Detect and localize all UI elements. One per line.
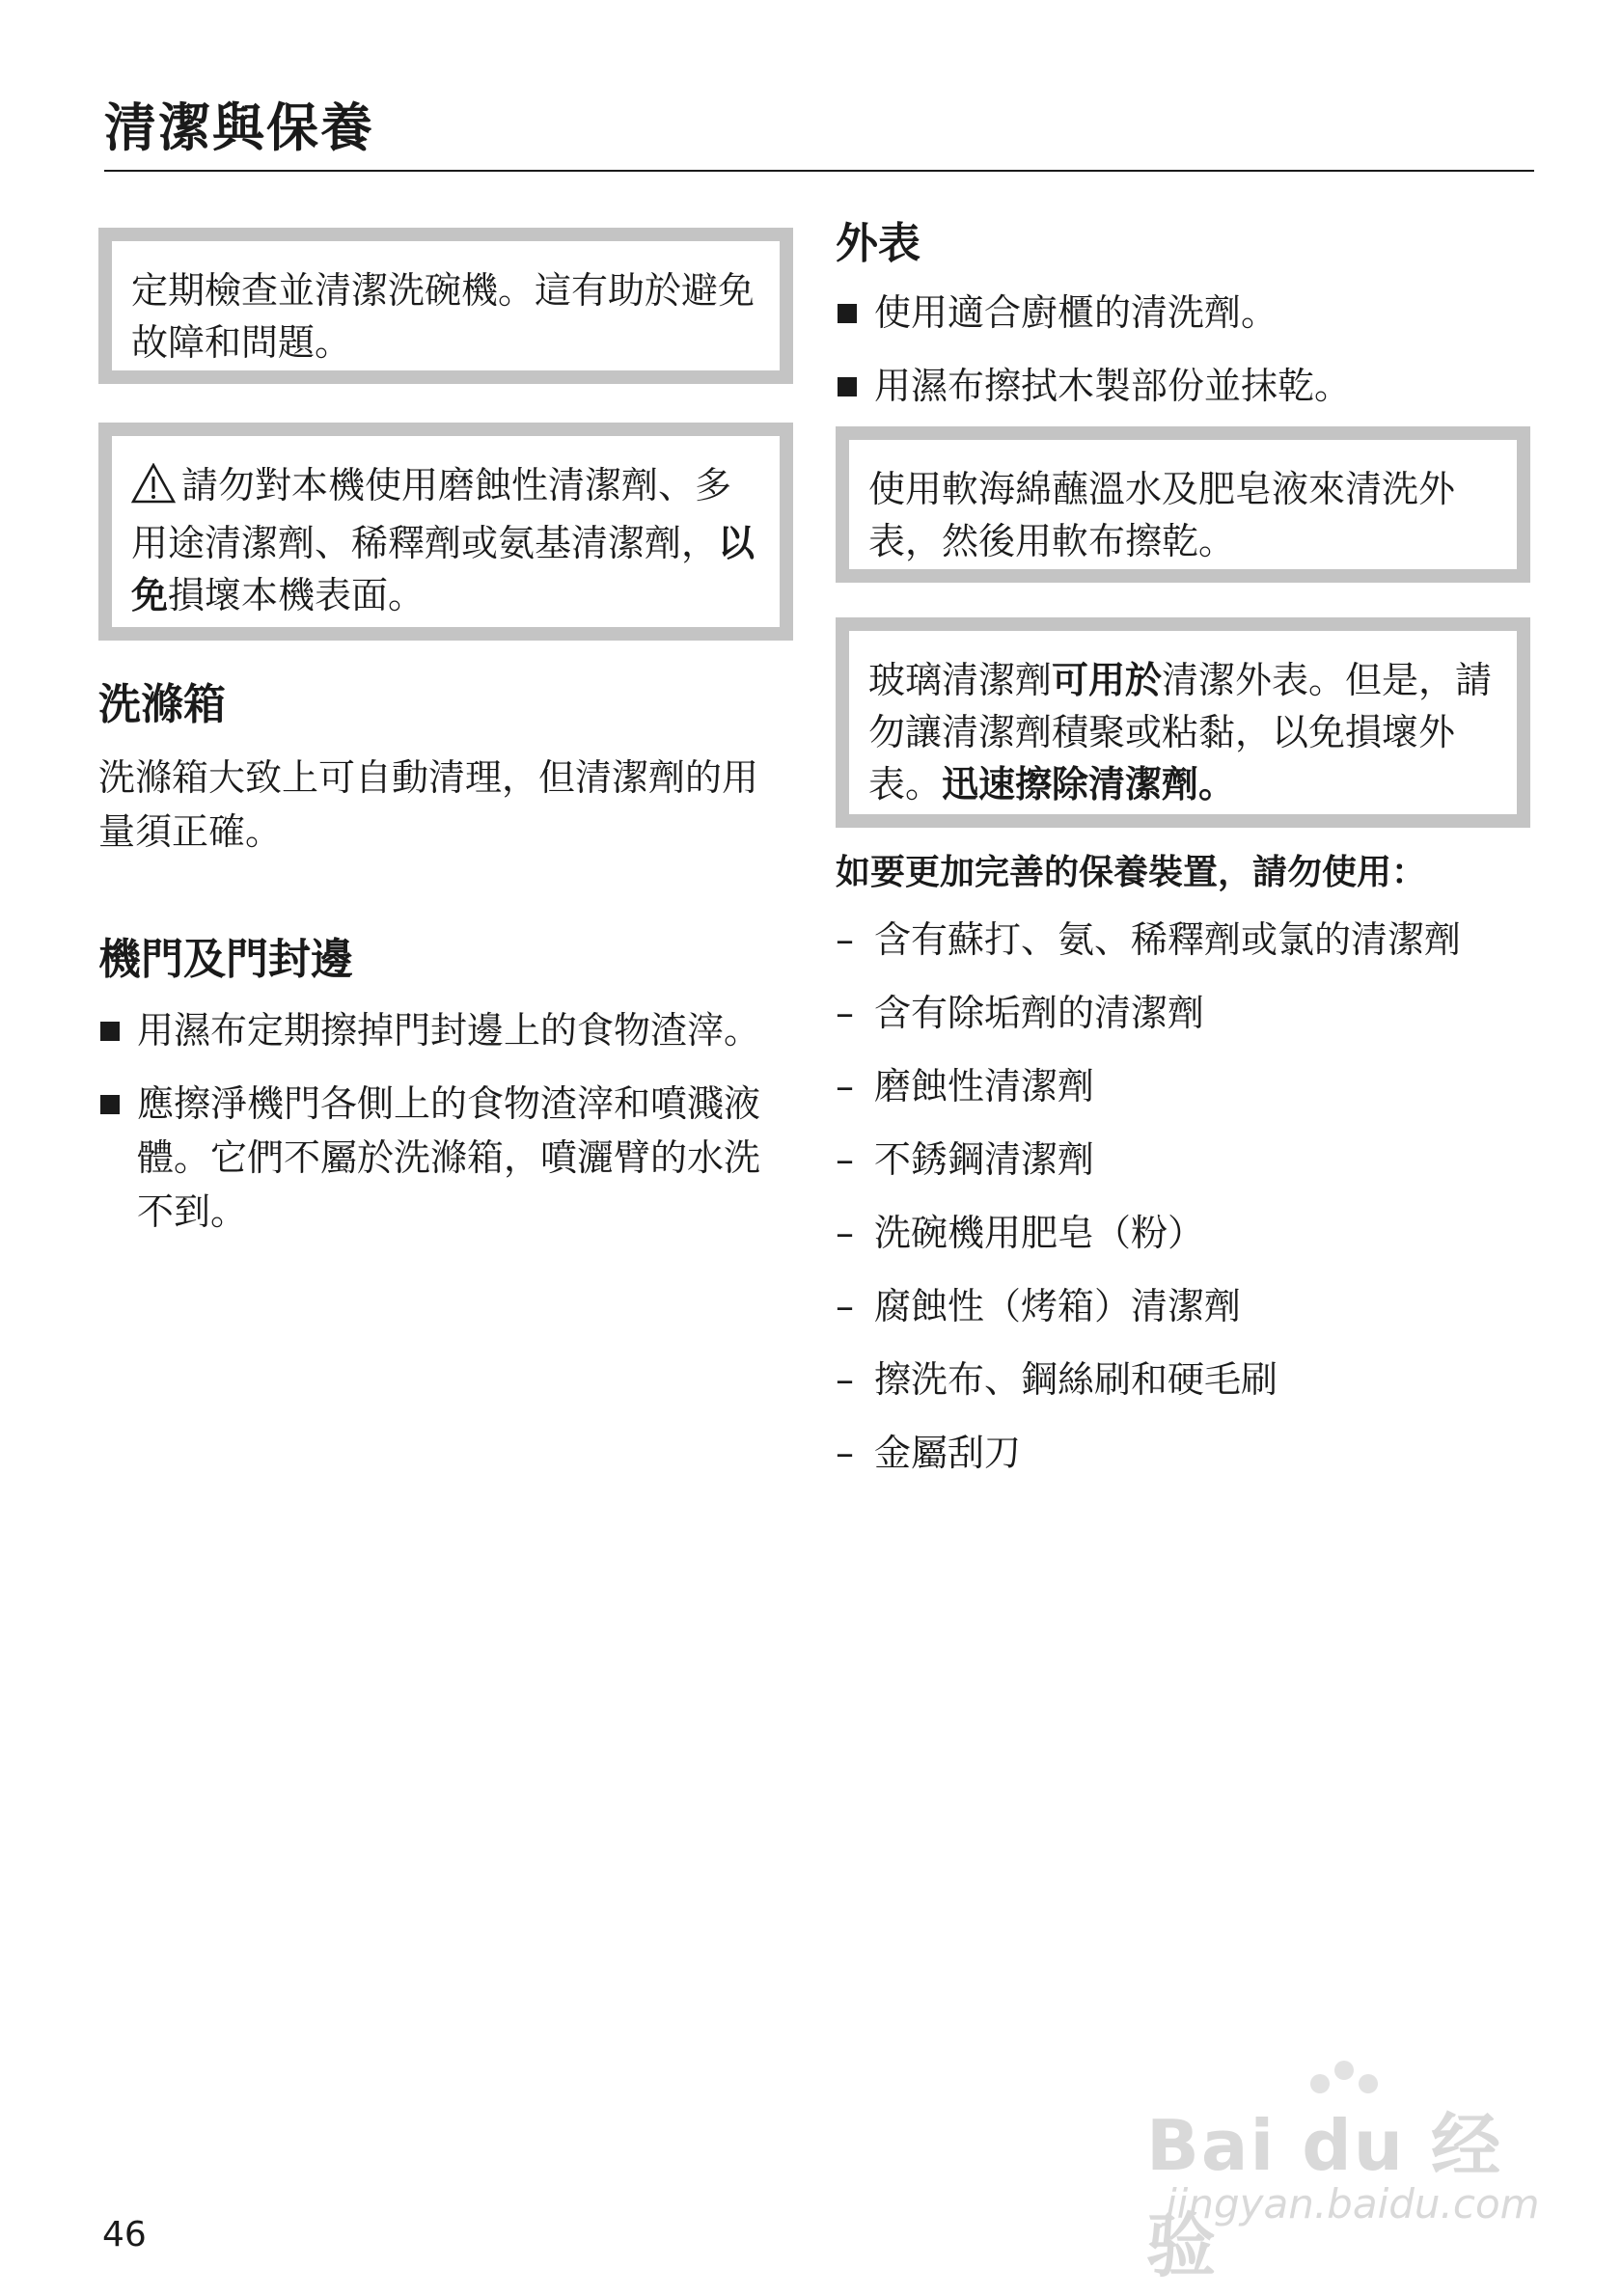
info-box-check-text: 定期檢查並清潔洗碗機。這有助於避免故障和問題。 <box>131 269 756 364</box>
section-title-door-seal: 機門及門封邊 <box>98 935 353 984</box>
list-item <box>836 1279 1530 1333</box>
list-item-text: 用濕布擦拭木製部份並抹乾。 <box>874 365 1352 407</box>
list-item-text: 不銹鋼清潔劑 <box>874 1138 1095 1181</box>
list-item-text: 腐蝕性（烤箱）清潔劑 <box>874 1285 1242 1327</box>
dash-mark: – <box>836 1432 854 1474</box>
list-item <box>836 1353 1530 1407</box>
dash-mark: – <box>836 1065 854 1107</box>
glass-text-part2: 清潔外表。但是，請勿讓清潔劑積聚或粘黏，以免損壞外表。 <box>868 659 1493 806</box>
list-item-text: 應擦淨機門各側上的食物渣滓和噴濺液體。它們不屬於洗滌箱，噴灑臂的水洗不到。 <box>137 1082 761 1233</box>
list-item <box>98 1077 793 1239</box>
exterior-list <box>836 286 1530 413</box>
page-number: 46 <box>102 2215 147 2255</box>
watermark-brand: Bai du 经验 <box>1146 2105 1503 2286</box>
title-rule <box>104 170 1534 172</box>
list-item-text: 用濕布定期擦掉門封邊上的食物渣滓。 <box>137 1009 761 1052</box>
list-item-text: 擦洗布、鋼絲刷和硬毛刷 <box>874 1358 1278 1401</box>
dash-mark: – <box>836 918 854 961</box>
list-item <box>836 1426 1530 1480</box>
list-item-text: 含有除垢劑的清潔劑 <box>874 992 1205 1034</box>
list-item <box>836 913 1530 967</box>
warning-text-before: 請勿對本機使用磨蝕性清潔劑、多用途清潔劑、稀釋劑或氨基清潔劑， <box>131 464 732 564</box>
warning-text <box>131 459 760 621</box>
section-title-exterior: 外表 <box>836 219 920 268</box>
warning-text-bold: 以免 <box>131 522 756 616</box>
dash-mark: – <box>836 1358 854 1401</box>
watermark-url: jingyan.baidu.com <box>1166 2180 1540 2228</box>
list-item <box>836 359 1530 413</box>
watermark <box>1146 2055 1552 2286</box>
dash-mark: – <box>836 1138 854 1181</box>
list-item-text: 洗碗機用肥皂（粉） <box>874 1212 1205 1254</box>
info-box-glass-cleaner <box>836 617 1530 828</box>
list-item <box>836 986 1530 1040</box>
list-item-text: 磨蝕性清潔劑 <box>874 1065 1095 1107</box>
section-title-wash-cabinet: 洗滌箱 <box>98 680 226 729</box>
info-box-sponge <box>836 426 1530 583</box>
wash-cabinet-text: 洗滌箱大致上可自動清理，但清潔劑的用量須正確。 <box>98 756 759 853</box>
glass-text-bold2: 迅速擦除清潔劑。 <box>942 763 1236 806</box>
bullet-square-icon <box>100 1095 120 1114</box>
bullet-square-icon <box>838 304 857 323</box>
list-item <box>98 1003 793 1057</box>
list-item <box>836 1206 1530 1260</box>
list-item-text: 使用適合廚櫃的清洗劑。 <box>874 291 1278 334</box>
glass-text-bold1: 可用於 <box>1052 659 1163 701</box>
warning-box <box>98 423 793 641</box>
page-title: 清潔與保養 <box>104 97 374 158</box>
list-item-text: 金屬刮刀 <box>874 1432 1022 1474</box>
list-item-text: 含有蘇打、氨、稀釋劑或氯的清潔劑 <box>874 918 1462 961</box>
list-item <box>836 1059 1530 1113</box>
info-box-glass-text <box>868 654 1497 810</box>
dash-mark: – <box>836 992 854 1034</box>
list-item <box>836 286 1530 340</box>
bullet-square-icon <box>838 377 857 396</box>
warning-text-after: 損壞本機表面。 <box>168 574 426 616</box>
info-box-sponge-text: 使用軟海綿蘸溫水及肥皂液來清洗外表，然後用軟布擦乾。 <box>868 468 1456 562</box>
dont-use-heading: 如要更加完善的保養裝置，請勿使用： <box>836 853 1427 892</box>
list-item <box>836 1133 1530 1187</box>
dash-mark: – <box>836 1212 854 1254</box>
warning-triangle-icon <box>131 463 176 517</box>
dont-use-list <box>836 913 1530 1499</box>
info-box-check <box>98 228 793 384</box>
dash-mark: – <box>836 1285 854 1327</box>
bullet-square-icon <box>100 1022 120 1041</box>
door-seal-list <box>98 1003 793 1239</box>
glass-text-part1: 玻璃清潔劑 <box>868 659 1053 701</box>
